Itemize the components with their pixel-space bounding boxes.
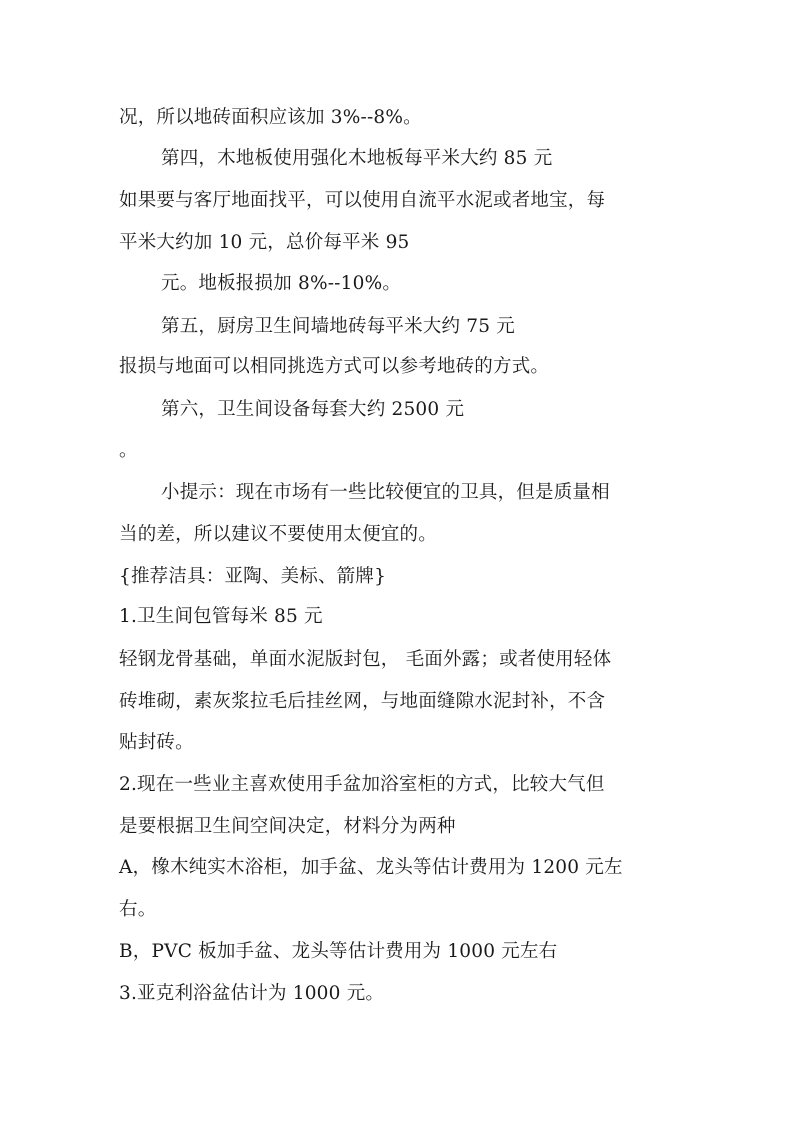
text-line-6: 第五，厨房卫生间墙地砖每平米大约 75 元: [161, 316, 516, 337]
text-line-16: 贴封砖。: [119, 732, 194, 753]
text-line-13: 1.卫生间包管每米 85 元: [119, 606, 323, 627]
text-line-21: B，PVC 板加手盆、龙头等估计费用为 1000 元左右: [119, 941, 558, 962]
text-line-5: 元。地板报损加 8%--10%。: [161, 273, 402, 294]
text-line-2: 第四，木地板使用强化木地板每平米大约 85 元: [161, 148, 553, 169]
text-line-4: 平米大约加 10 元，总价每平米 95: [119, 232, 410, 253]
text-line-22: 3.亚克利浴盆估计为 1000 元。: [119, 983, 385, 1004]
text-line-11: 当的差，所以建议不要使用太便宜的。: [119, 524, 437, 545]
text-line-1: 况，所以地砖面积应该加 3%--8%。: [119, 107, 422, 128]
text-line-17: 2.现在一些业主喜欢使用手盆加浴室柜的方式，比较大气但: [119, 774, 605, 795]
text-line-15: 砖堆砌，素灰浆拉毛后挂丝网，与地面缝隙水泥封补，不含: [119, 691, 606, 712]
text-line-7: 报损与地面可以相同挑选方式可以参考地砖的方式。: [119, 356, 550, 377]
text-line-12: {推荐洁具：亚陶、美标、箭牌}: [119, 566, 387, 587]
text-line-9: 。: [119, 440, 138, 461]
text-line-18: 是要根据卫生间空间决定，材料分为两种: [119, 816, 456, 837]
text-line-3: 如果要与客厅地面找平，可以使用自流平水泥或者地宝，每: [119, 190, 606, 211]
text-line-19: A，橡木纯实木浴柜，加手盆、龙头等估计费用为 1200 元左: [119, 857, 623, 878]
text-line-10: 小提示：现在市场有一些比较便宜的卫具，但是质量相: [161, 482, 610, 503]
text-line-20: 右。: [119, 899, 157, 920]
text-line-8: 第六，卫生间设备每套大约 2500 元: [161, 399, 465, 420]
text-line-14: 轻钢龙骨基础，单面水泥版封包， 毛面外露；或者使用轻体: [119, 649, 612, 670]
